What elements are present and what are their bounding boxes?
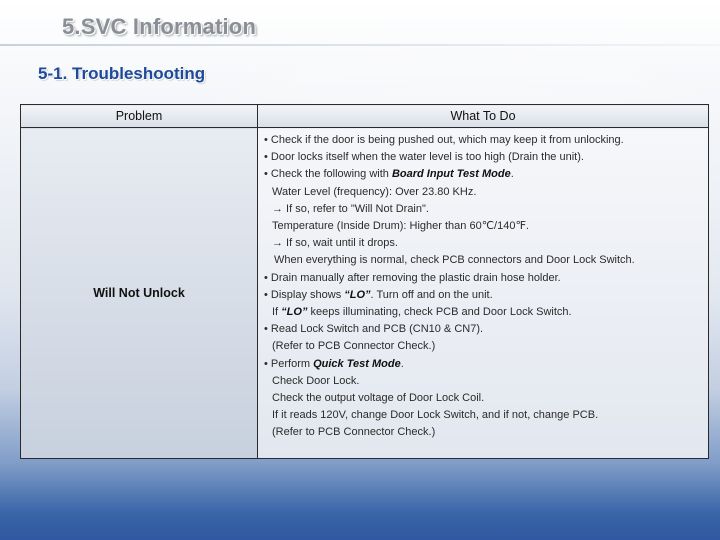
instruction-line: • Check if the door is being pushed out, which may keep it from unlocking. xyxy=(264,134,624,146)
instruction-text: . Turn off and on the unit. xyxy=(370,288,493,301)
instruction-text: keeps illuminating, check PCB and Door Lock Switch. xyxy=(307,306,572,319)
instruction-line: When everything is normal, check PCB connectors and Door Lock Switch. xyxy=(274,254,635,267)
instruction-text: • Display shows xyxy=(264,288,345,301)
what-to-do-cell xyxy=(258,128,709,459)
instruction-line: Check Door Lock. xyxy=(272,374,360,387)
emphasis-text: Quick Test Mode xyxy=(313,357,401,370)
instruction-line xyxy=(264,304,704,321)
emphasis-text: “LO” xyxy=(344,288,371,301)
instruction-line: Water Level (frequency): Over 23.80 KHz. xyxy=(272,185,477,198)
instruction-line: If it reads 120V, change Door Lock Switch, and if not, change PCB. xyxy=(272,409,599,422)
section-title: 5-1. Troubleshooting xyxy=(38,64,206,83)
instruction-line xyxy=(264,287,704,304)
problem-cell: Will Not Unlock xyxy=(21,128,258,459)
emphasis-text: “LO” xyxy=(281,306,308,319)
header-problem: Problem xyxy=(21,105,258,128)
instruction-line: • Read Lock Switch and PCB (CN10 & CN7). xyxy=(264,323,484,336)
instruction-line: → If so, refer to "Will Not Drain". xyxy=(272,202,429,215)
emphasis-text: Board Input Test Mode xyxy=(391,168,511,181)
title-divider xyxy=(0,44,720,46)
instruction-text: . xyxy=(400,357,404,370)
instruction-line: (Refer to PCB Connector Check.) xyxy=(272,426,436,439)
troubleshooting-table xyxy=(20,104,709,459)
instruction-line: (Refer to PCB Connector Check.) xyxy=(272,340,436,353)
table-row xyxy=(21,128,709,459)
slide-title: 5.SVC Information xyxy=(62,14,257,39)
instruction-line: Check the output voltage of Door Lock Coil. xyxy=(272,392,485,405)
instruction-line: Temperature (Inside Drum): Higher than 60℃/140℉. xyxy=(272,220,529,233)
header-what-to-do: What To Do xyxy=(258,105,709,128)
instruction-line xyxy=(264,356,704,373)
instruction-line: • Drain manually after removing the plastic drain hose holder. xyxy=(264,271,561,284)
instruction-line: → If so, wait until it drops. xyxy=(272,237,398,250)
table-header-row xyxy=(21,105,709,128)
instruction-text: • Perform xyxy=(264,357,314,370)
instruction-line: • Door locks itself when the water level is too high (Drain the unit). xyxy=(264,151,584,164)
instruction-text: . xyxy=(510,168,514,181)
instruction-text: • Check the following with xyxy=(264,168,392,181)
instruction-line xyxy=(264,166,704,183)
instruction-text: If xyxy=(272,306,282,319)
